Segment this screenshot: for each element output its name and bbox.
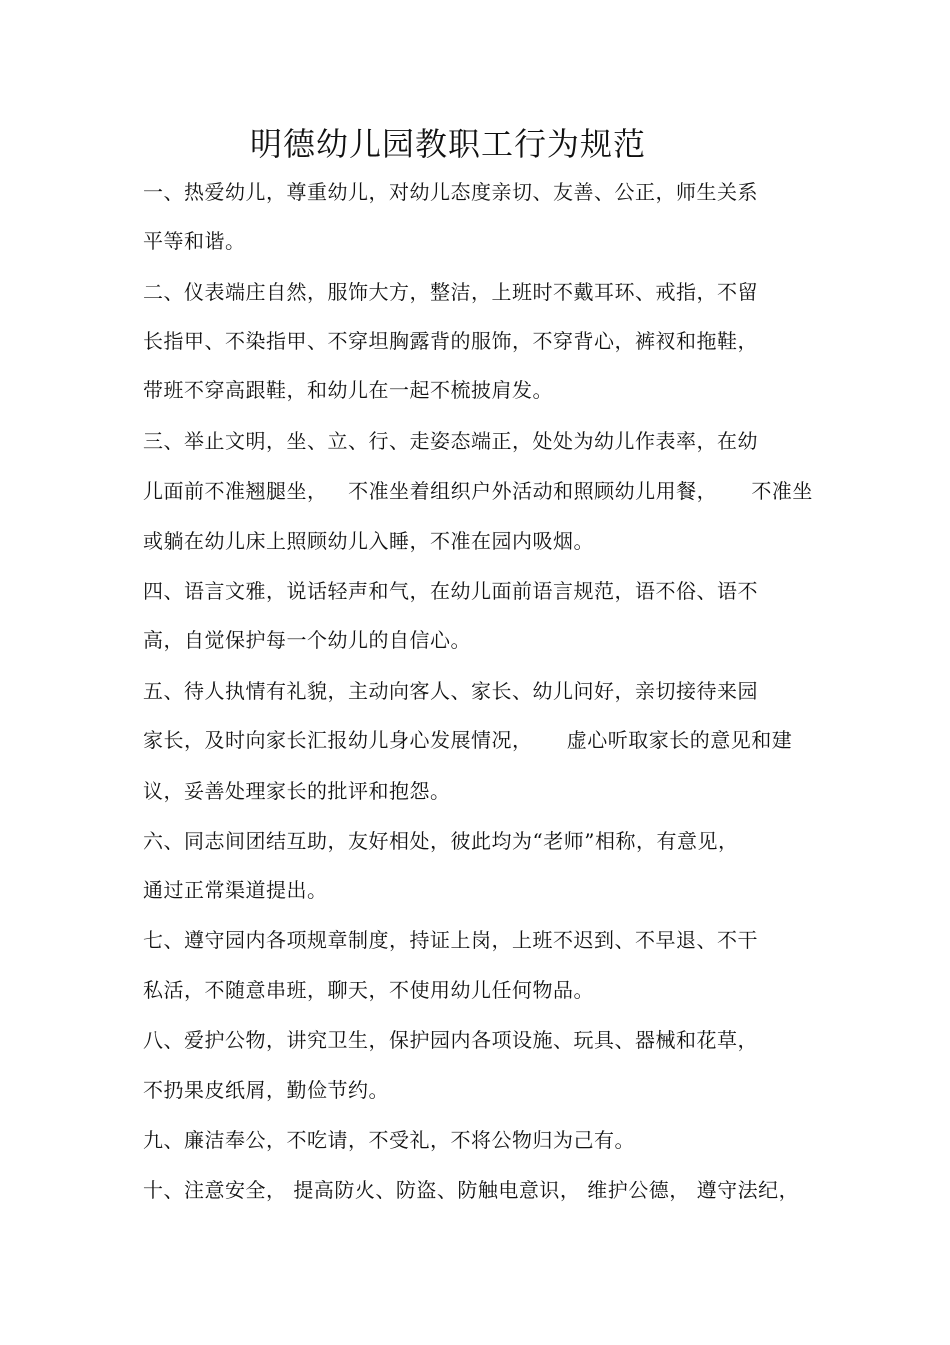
paragraph-line: 九、廉洁奉公，不吃请，不受礼，不将公物归为己有。 [143,1128,635,1152]
paragraph-line: 不扔果皮纸屑，勤俭节约。 [143,1078,389,1102]
paragraph-line: 私活，不随意串班，聊天，不使用幼儿任何物品。 [143,978,594,1002]
paragraph-line: 带班不穿高跟鞋，和幼儿在一起不梳披肩发。 [143,378,553,402]
paragraph-line: 或躺在幼儿床上照顾幼儿入睡，不准在园内吸烟。 [143,529,594,553]
paragraph-line: 通过正常渠道提出。 [143,878,328,902]
paragraph-line: 四、语言文雅，说话轻声和气，在幼儿面前语言规范，语不俗、语不 [143,579,758,603]
document-title: 明德幼儿园教职工行为规范 [250,125,647,163]
paragraph-line: 八、爱护公物，讲究卫生，保护园内各项设施、玩具、器械和花草， [143,1028,758,1052]
paragraph-line: 二、仪表端庄自然，服饰大方，整洁，上班时不戴耳环、戒指，不留 [143,280,758,304]
paragraph-line: 儿面前不准翘腿坐， 不准坐着组织户外活动和照顾幼儿用餐， 不准坐 [143,479,813,503]
paragraph-line: 一、热爱幼儿，尊重幼儿，对幼儿态度亲切、友善、公正，师生关系 [143,180,758,204]
paragraph-line: 五、待人执情有礼貌，主动向客人、家长、幼儿问好，亲切接待来园 [143,679,758,703]
paragraph-line: 六、同志间团结互助，友好相处，彼此均为“老师”相称，有意见， [143,829,739,853]
paragraph-line: 平等和谐。 [143,229,246,253]
paragraph-line: 十、注意安全， 提高防火、防盗、防触电意识， 维护公德， 遵守法纪， [143,1178,800,1202]
paragraph-line: 七、遵守园内各项规章制度，持证上岗，上班不迟到、不早退、不干 [143,928,758,952]
paragraph-line: 家长，及时向家长汇报幼儿身心发展情况， 虚心听取家长的意见和建 [143,728,793,752]
paragraph-line: 议，妥善处理家长的批评和抱怨。 [143,779,451,803]
paragraph-line: 高，自觉保护每一个幼儿的自信心。 [143,628,471,652]
paragraph-line: 长指甲、不染指甲、不穿坦胸露背的服饰，不穿背心，裤衩和拖鞋， [143,329,758,353]
paragraph-line: 三、举止文明，坐、立、行、走姿态端正，处处为幼儿作表率，在幼 [143,429,758,453]
